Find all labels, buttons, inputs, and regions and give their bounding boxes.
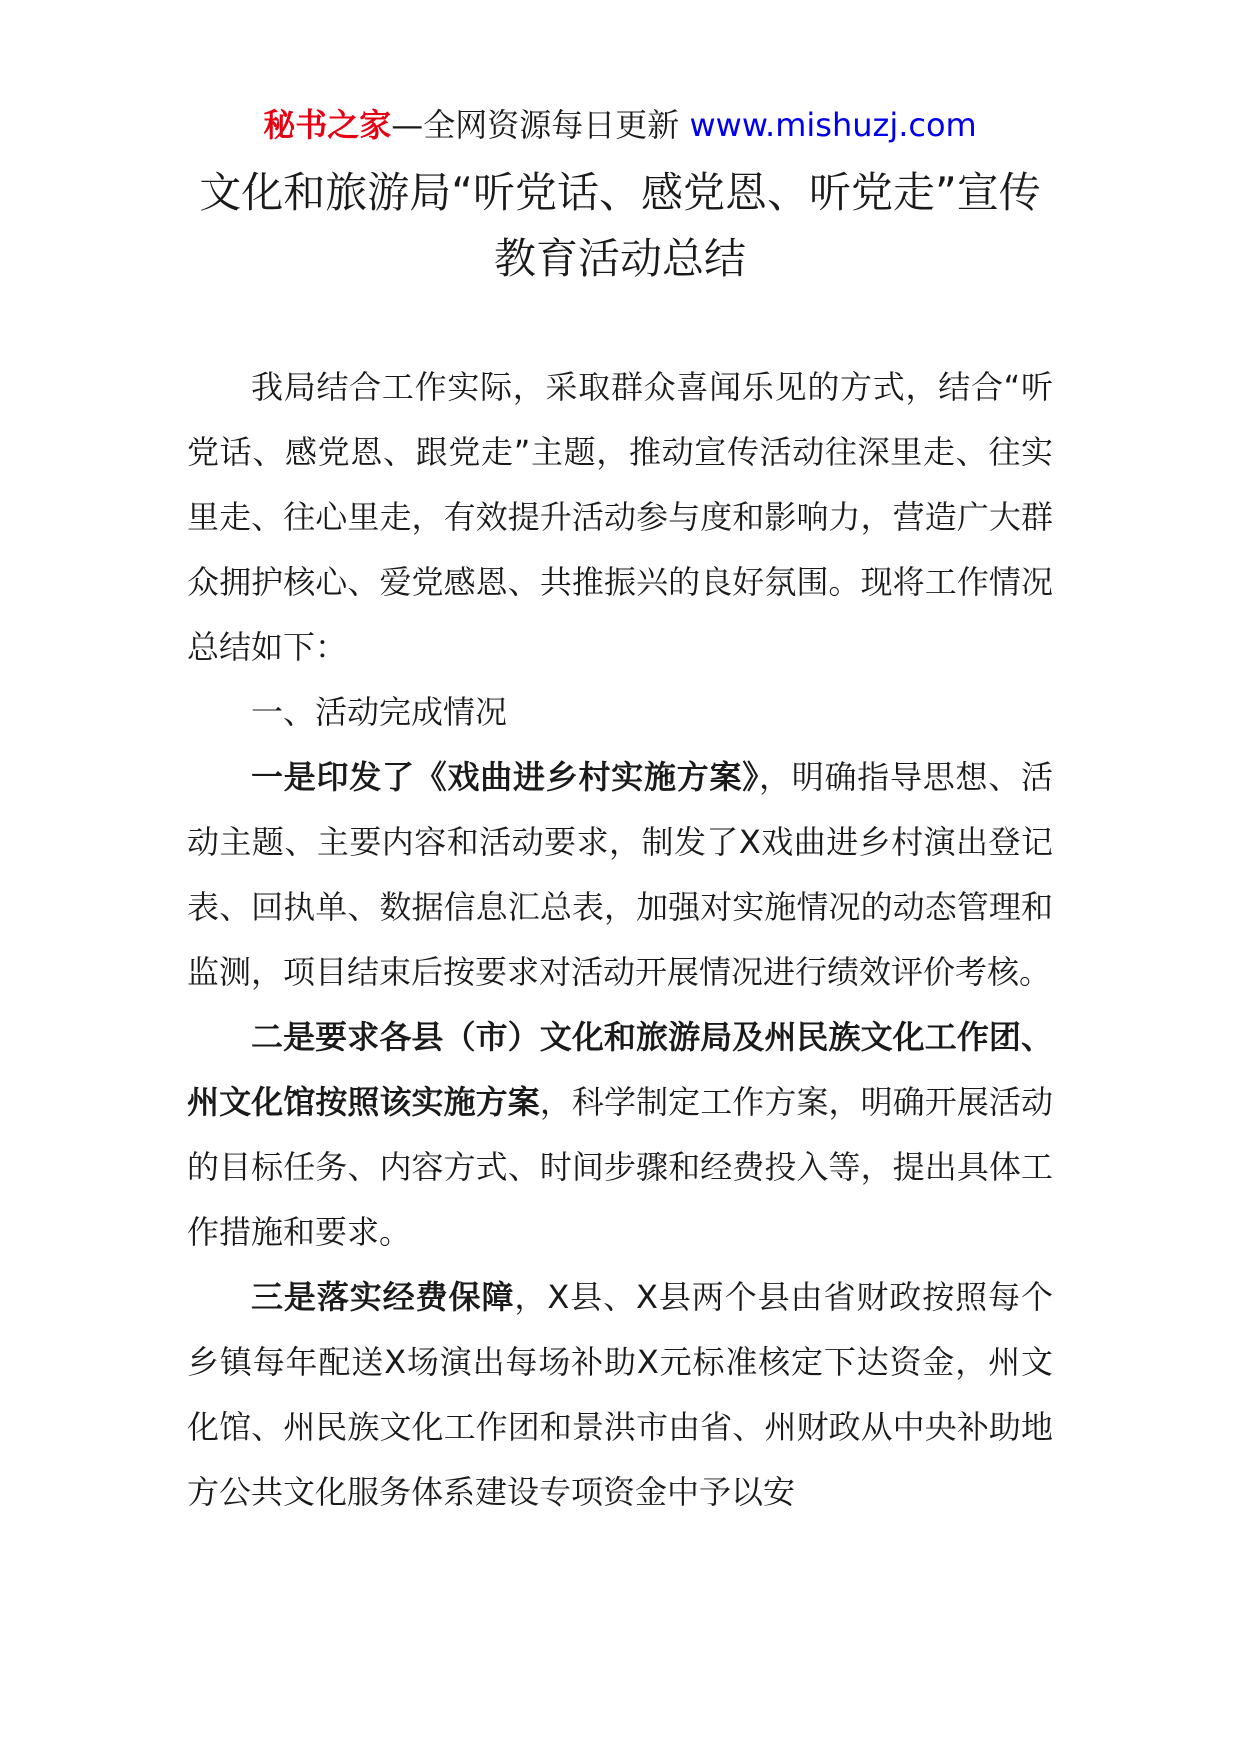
paragraph-lead: 三是落实经费保障	[251, 1278, 515, 1316]
paragraph	[187, 1005, 1053, 1265]
paragraph-lead: 一是印发了《戏曲进乡村实施方案》	[251, 758, 759, 796]
document-title: 文化和旅游局“听党话、感党恩、听党走”宣传教育活动总结	[199, 168, 1041, 283]
paragraph-text: 一、活动完成情况	[251, 693, 508, 731]
site-url-link[interactable]: www.mishuzj.com	[689, 106, 977, 144]
paragraph-text: ，X县、X县两个县由省财政按照每个乡镇每年配送X场演出每场补助X元标准核定下达资金，州文化馆、州民族文化工作团和景洪市由省、州财政从中央补助地方公共文化服务体系建设专项资金中予以安	[187, 1278, 1053, 1511]
site-header	[0, 100, 1240, 150]
document-body	[187, 355, 1053, 1525]
paragraph-text: 我局结合工作实际，采取群众喜闻乐见的方式，结合“听党话、感党恩、跟党走”主题，推动宣传活动往深里走、往实里走、往心里走，有效提升活动参与度和影响力，营造广大群众拥护核心、爱党感恩、共推振兴的良好氛围。现将工作情况总结如下：	[187, 368, 1053, 666]
paragraph-text: ，科学制定工作方案，明确开展活动的目标任务、内容方式、时间步骤和经费投入等，提出具体工作措施和要求。	[187, 1083, 1053, 1251]
section-heading	[187, 680, 1053, 745]
paragraph-lead: 二是要求各县（市）文化和旅游局及州民族文化工作团、州文化馆按照该实施方案	[187, 1018, 1053, 1121]
paragraph	[187, 745, 1053, 1005]
paragraph	[187, 355, 1053, 680]
paragraph-text: ，明确指导思想、活动主题、主要内容和活动要求，制发了X戏曲进乡村演出登记表、回执单、数据信息汇总表，加强对实施情况的动态管理和监测，项目结束后按要求对活动开展情况进行绩效评价考核。	[187, 758, 1053, 991]
site-tagline: —全网资源每日更新	[391, 106, 690, 144]
paragraph	[187, 1265, 1053, 1525]
site-brand: 秘书之家	[263, 106, 392, 144]
